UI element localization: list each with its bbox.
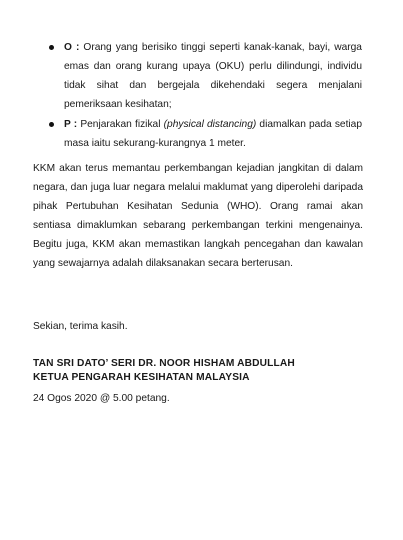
bullet-text: diamalkan pada setiap masa iaitu sekurang-kurangnya 1 meter.: [64, 119, 362, 149]
signatory-title: KETUA PENGARAH KESIHATAN MALAYSIA: [33, 372, 250, 383]
bullet-text: Penjarakan fizikal: [80, 119, 161, 130]
bullet-key: O :: [64, 42, 80, 53]
bullet-key: P :: [64, 119, 78, 130]
bullet-dot-icon: [49, 45, 54, 50]
bullet-item-o: [48, 38, 362, 114]
signatory-name: TAN SRI DATO’ SERI DR. NOOR HISHAM ABDULLAH: [33, 358, 295, 369]
signature-block: [33, 357, 373, 385]
bullet-text-italic: (physical distancing): [163, 119, 257, 130]
body-paragraph: KKM akan terus memantau perkembangan kejadian jangkitan di dalam negara, dan juga luar negara melalui maklumat yang diperolehi daripada pihak Pertubuhan Kesihatan Sedunia (WHO). Orang ramai akan sentiasa dimaklumkan sebarang perkembangan terkini mengenainya. Begitu juga, KKM akan memastikan langkah pencegahan dan kawalan yang sewajarnya adalah dilaksanakan secara berterusan.: [33, 163, 363, 269]
bullet-list: [48, 38, 362, 154]
bullet-item-p: [48, 115, 362, 153]
closing-text: Sekian, terima kasih.: [33, 321, 128, 332]
bullet-dot-icon: [49, 122, 54, 127]
statement-date: 24 Ogos 2020 @ 5.00 petang.: [33, 393, 170, 404]
bullet-text: Orang yang berisiko tinggi seperti kanak-kanak, bayi, warga emas dan orang kurang upaya (OKU) perlu dilindungi, individu tidak sihat dan bergejala dikehendaki segera menjalani pemeriksaan kesihatan;: [64, 42, 362, 110]
